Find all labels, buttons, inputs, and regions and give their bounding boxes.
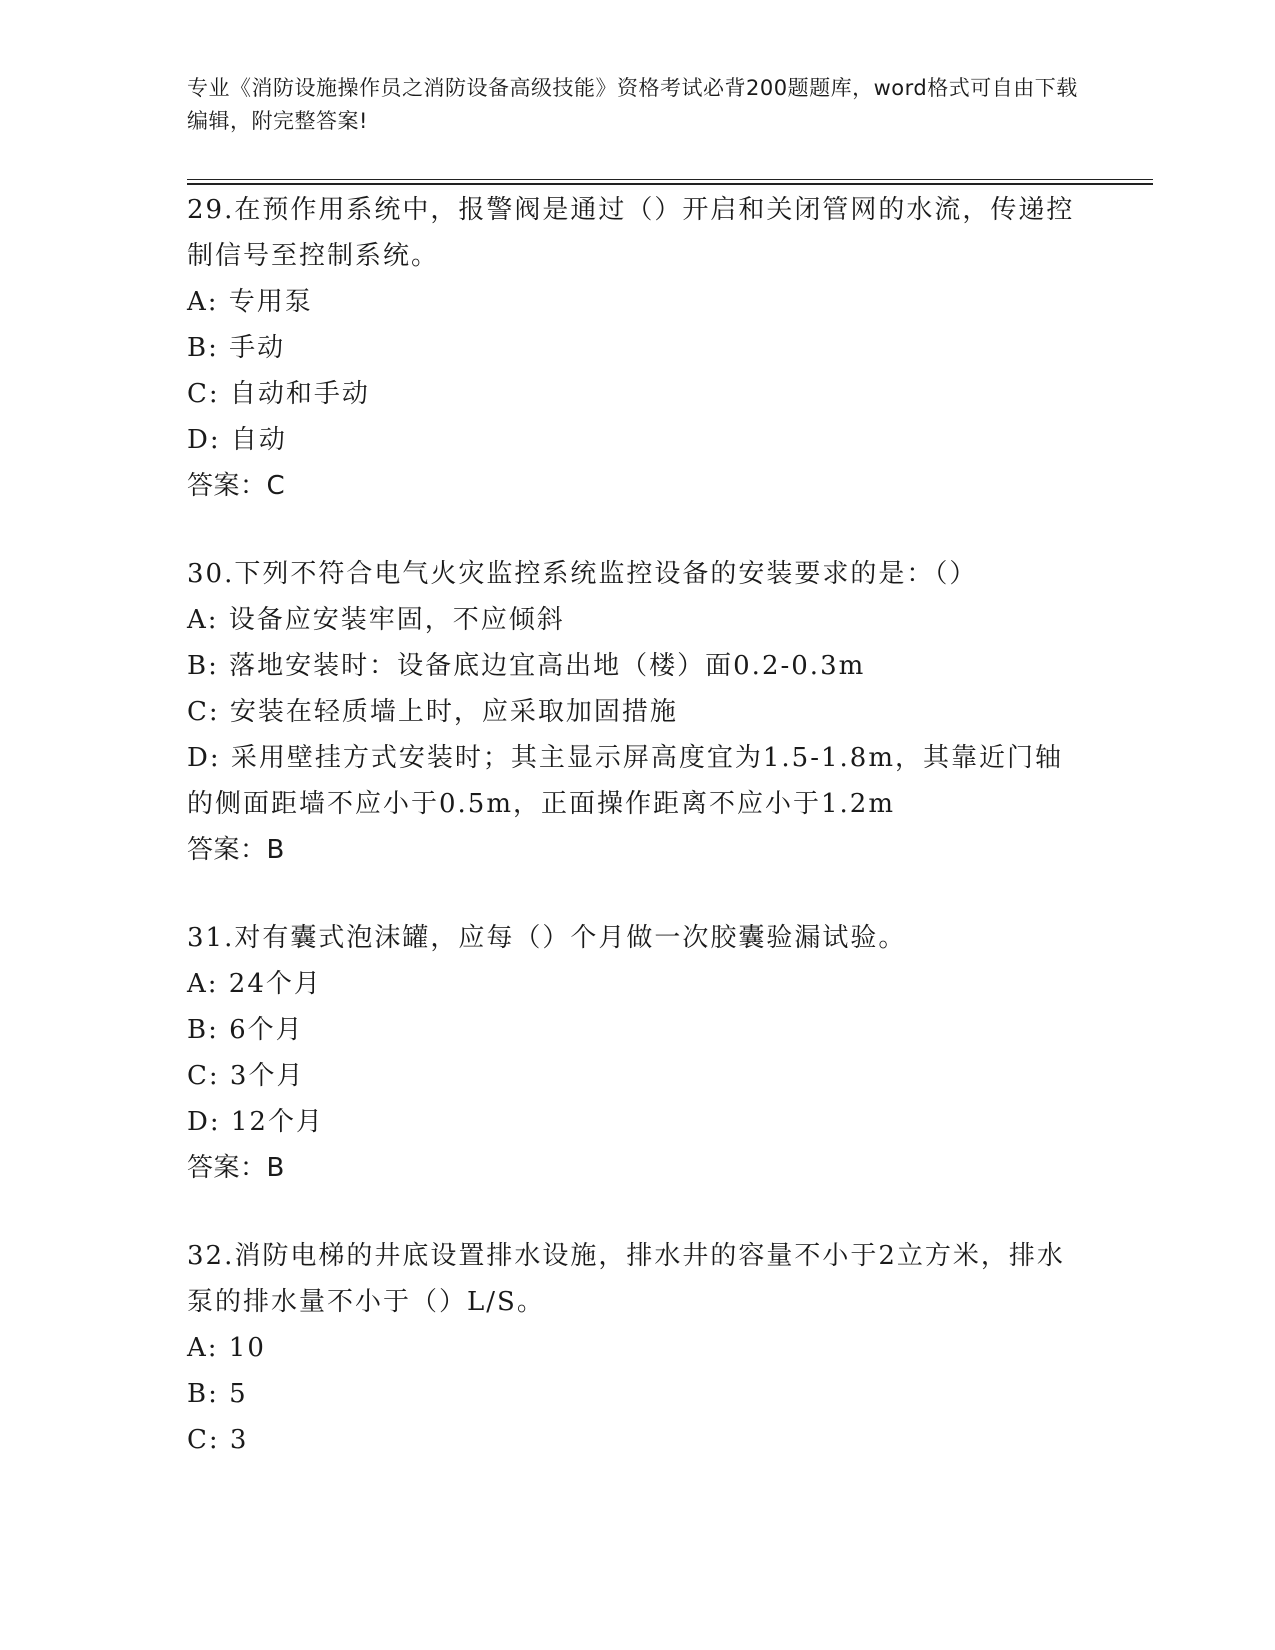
answer-label: 答案：B: [187, 1153, 285, 1183]
option-d: D: 采用壁挂方式安装时；其主显示屏高度宜为1.5-1.8m，其靠近门轴的侧面距墙不应小于0.5m，正面操作距离不应小于1.2m: [187, 743, 1064, 819]
question-stem: 29.在预作用系统中，报警阀是通过（）开启和关闭管网的水流，传递控制信号至控制系统。: [187, 195, 1075, 271]
question-stem: 30.下列不符合电气火灾监控系统监控设备的安装要求的是：（）: [187, 559, 978, 589]
option-a: A: 专用泵: [187, 287, 313, 317]
answer-label: 答案：C: [187, 471, 286, 501]
option-d: D: 12个月: [187, 1107, 324, 1137]
question-30: [187, 551, 1087, 873]
document-header: 专业《消防设施操作员之消防设备高级技能》资格考试必背200题题库，word格式可自由下载编辑，附完整答案!: [187, 76, 1078, 133]
option-a: A: 10: [187, 1333, 266, 1363]
question-29: [187, 187, 1087, 509]
option-c: C: 安装在轻质墙上时，应采取加固措施: [187, 697, 678, 727]
question-stem: 31.对有囊式泡沫罐，应每（）个月做一次胶囊验漏试验。: [187, 923, 907, 953]
option-c: C: 自动和手动: [187, 379, 370, 409]
option-d: D: 自动: [187, 425, 287, 455]
header-divider-thin: [187, 179, 1153, 180]
answer-label: 答案：B: [187, 835, 285, 865]
option-a: A: 设备应安装牢固，不应倾斜: [187, 605, 565, 635]
option-b: B: 手动: [187, 333, 286, 363]
option-b: B: 6个月: [187, 1015, 304, 1045]
question-31: [187, 915, 1087, 1191]
question-stem: 32.消防电梯的井底设置排水设施，排水井的容量不小于2立方米，排水泵的排水量不小于（）L/S。: [187, 1241, 1065, 1317]
option-b: B: 落地安装时：设备底边宜高出地（楼）面0.2-0.3m: [187, 651, 866, 681]
question-32: [187, 1233, 1087, 1463]
option-a: A: 24个月: [187, 969, 322, 999]
option-c: C: 3个月: [187, 1061, 305, 1091]
option-c: C: 3: [187, 1425, 249, 1455]
header-divider-thick: [187, 183, 1153, 185]
option-b: B: 5: [187, 1379, 248, 1409]
question-list: [187, 187, 1087, 1505]
